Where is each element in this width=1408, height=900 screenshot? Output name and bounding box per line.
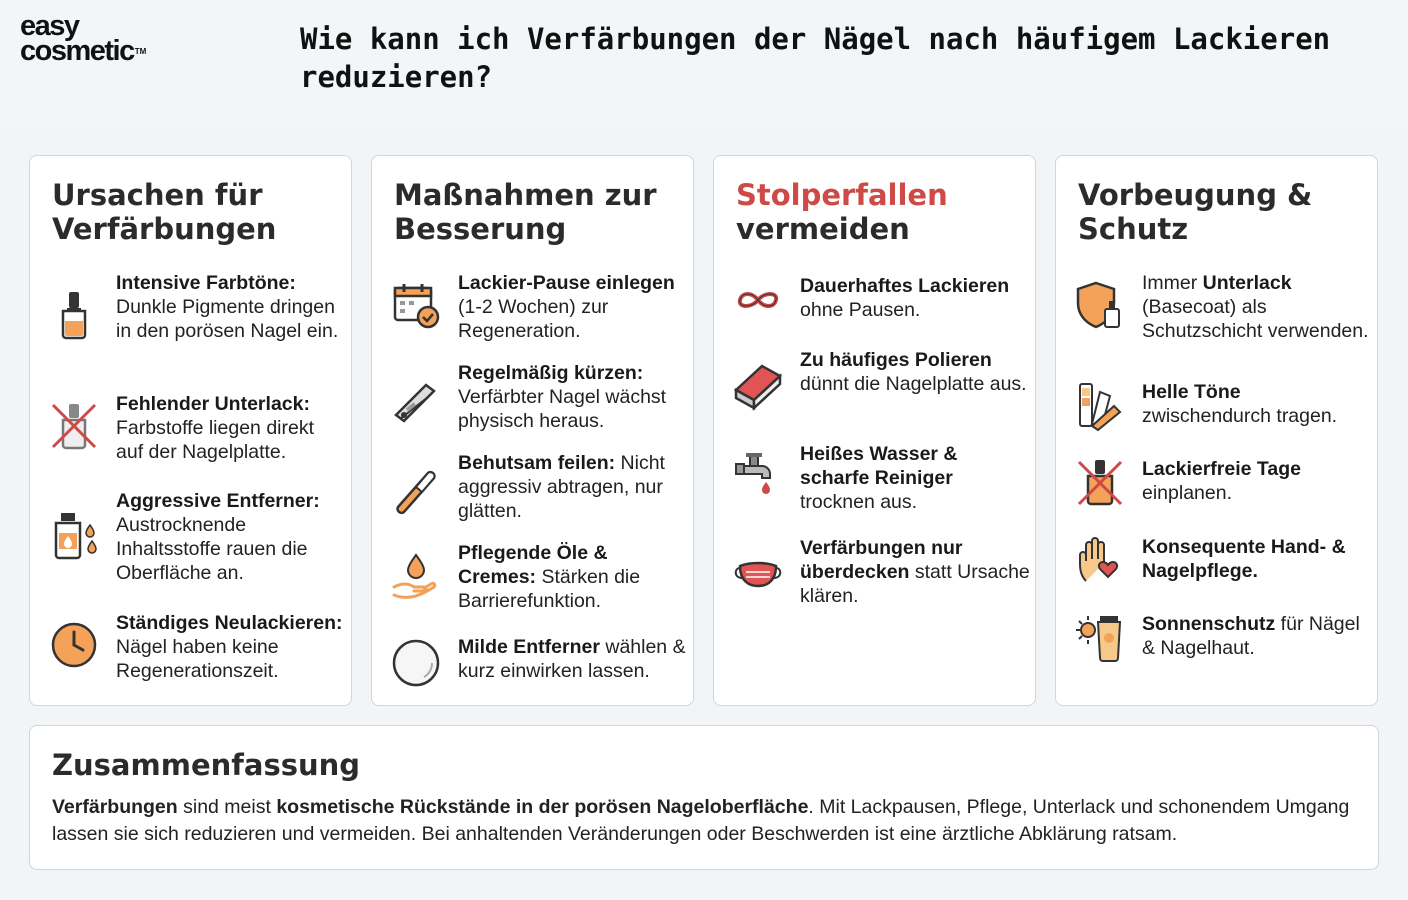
card-title bbox=[736, 178, 1026, 246]
item-desc: einplanen. bbox=[1142, 482, 1232, 504]
color-swatch-icon bbox=[1074, 380, 1126, 432]
item-desc: (Basecoat) als Schutzschicht verwenden. bbox=[1142, 296, 1369, 342]
item-text bbox=[1142, 535, 1372, 583]
card-title: Maßnahmen zur Besserung bbox=[394, 178, 657, 246]
item-bold: Zu häufiges Polieren bbox=[800, 349, 992, 371]
nail-file-icon bbox=[390, 463, 442, 515]
crossed-polish-icon bbox=[48, 400, 100, 452]
item-desc: Austrocknende Inhaltsstoffe rauen die Oberfläche an. bbox=[116, 514, 308, 584]
item-desc: Verfärbter Nagel wächst physisch heraus. bbox=[458, 386, 667, 432]
logo-line-2 bbox=[20, 35, 147, 67]
sun-cream-icon bbox=[1074, 612, 1126, 664]
item-text bbox=[1142, 380, 1372, 428]
oil-drop-hand-icon bbox=[390, 551, 442, 603]
item-bold: Milde Entferner bbox=[458, 636, 600, 658]
item-desc: für Nägel & Nagelhaut. bbox=[1142, 613, 1360, 659]
card-title-highlight: Stolperfallen bbox=[736, 178, 948, 212]
item-bold: Behutsam feilen: bbox=[458, 452, 616, 474]
item-text bbox=[800, 536, 1030, 608]
nail-clipper-icon bbox=[390, 375, 442, 427]
item-bold: Fehlender Unterlack: bbox=[116, 393, 310, 415]
hand-heart-icon bbox=[1074, 535, 1126, 587]
shield-polish-icon bbox=[1074, 279, 1126, 331]
summary-text bbox=[52, 794, 1352, 848]
card-prevention bbox=[1055, 155, 1378, 706]
item-desc: ohne Pausen. bbox=[800, 299, 921, 321]
item-bold: Regelmäßig kürzen: bbox=[458, 362, 644, 384]
item-bold: Heißes Wasser & scharfe Reiniger bbox=[800, 443, 958, 489]
logo bbox=[20, 10, 147, 67]
item-desc: wählen & kurz einwirken lassen. bbox=[458, 636, 686, 682]
item-desc: Dunkle Pigmente dringen in den porösen Nagel ein. bbox=[116, 296, 339, 342]
item-desc: dünnt die Nagelplatte aus. bbox=[800, 373, 1027, 395]
item-desc: trocknen aus. bbox=[800, 491, 918, 513]
item-bold: Helle Töne bbox=[1142, 381, 1241, 403]
summary-text-2: . Mit Lackpausen, Pflege, Unterlack und schonendem Umgang lassen sie sich reduzieren und vermeiden. Bei anhaltenden Veränderungen oder Beschwerden ist eine ärztliche Abklärung ratsam. bbox=[52, 796, 1350, 845]
item-text bbox=[458, 361, 688, 433]
item-bold: Verfärbungen nur überdecken bbox=[800, 537, 963, 583]
cotton-pad-icon bbox=[390, 637, 442, 689]
item-text bbox=[458, 451, 688, 523]
item-text bbox=[1142, 612, 1372, 660]
item-bold: Lackierfreie Tage bbox=[1142, 458, 1301, 480]
item-text bbox=[116, 489, 346, 585]
item-text bbox=[1142, 457, 1372, 505]
item-text bbox=[458, 635, 688, 683]
item-text bbox=[800, 442, 1030, 514]
logo-trademark: TM bbox=[134, 47, 147, 56]
hot-water-tap-icon bbox=[732, 448, 784, 500]
calendar-check-icon bbox=[390, 279, 442, 331]
item-desc: statt Ursache klären. bbox=[800, 561, 1030, 607]
page-title: Wie kann ich Verfärbungen der Nägel nach häufigem Lackieren reduzieren? bbox=[300, 22, 1331, 94]
item-bold: Intensive Farbtöne: bbox=[116, 272, 296, 294]
buffer-block-icon bbox=[732, 360, 784, 412]
card-improvement bbox=[371, 155, 694, 706]
item-desc: Farbstoffe liegen direkt auf der Nagelplatte. bbox=[116, 417, 314, 463]
card-causes bbox=[29, 155, 352, 706]
clock-icon bbox=[48, 619, 100, 671]
face-mask-icon bbox=[732, 548, 784, 600]
nail-polish-bottle-icon bbox=[48, 289, 100, 341]
infinity-icon bbox=[732, 274, 784, 326]
summary-card bbox=[29, 725, 1379, 870]
card-pitfalls bbox=[713, 155, 1036, 706]
card-title: Ursachen für Verfärbungen bbox=[52, 178, 277, 246]
item-bold: Ständiges Neulackieren: bbox=[116, 612, 343, 634]
item-text bbox=[800, 348, 1030, 396]
item-desc: Stärken die Barrierefunktion. bbox=[458, 566, 641, 612]
item-desc: (1-2 Wochen) zur Regeneration. bbox=[458, 296, 609, 342]
logo-line-2-text: cosmetic bbox=[20, 35, 134, 67]
item-bold: Sonnenschutz bbox=[1142, 613, 1276, 635]
item-text bbox=[116, 611, 346, 683]
remover-bottle-icon bbox=[48, 509, 100, 561]
item-bold: Pflegende Öle & Cremes: bbox=[458, 542, 608, 588]
item-bold: Lackier-Pause einlegen bbox=[458, 272, 675, 294]
item-prefix: Immer bbox=[1142, 272, 1203, 294]
item-bold: Aggressive Entferner: bbox=[116, 490, 320, 512]
item-text bbox=[116, 271, 346, 343]
item-desc: zwischendurch tragen. bbox=[1142, 405, 1338, 427]
item-text bbox=[1142, 271, 1372, 343]
summary-bold-1: Verfärbungen bbox=[52, 796, 178, 818]
item-text bbox=[458, 271, 688, 343]
logo-line-1: easy bbox=[20, 10, 79, 42]
summary-title: Zusammenfassung bbox=[52, 748, 361, 782]
item-desc: Nägel haben keine Regenerationszeit. bbox=[116, 636, 279, 682]
item-text bbox=[800, 274, 1030, 322]
card-title-rest: vermeiden bbox=[736, 212, 910, 246]
crossed-polish-icon bbox=[1074, 457, 1126, 509]
item-text bbox=[116, 392, 346, 464]
item-desc: Nicht aggressiv abtragen, nur glätten. bbox=[458, 452, 665, 522]
item-bold: Dauerhaftes Lackieren bbox=[800, 275, 1010, 297]
summary-bold-2: kosmetische Rückstände in der porösen Nageloberfläche bbox=[276, 796, 809, 818]
summary-text-1: sind meist bbox=[177, 796, 277, 818]
card-title: Vorbeugung & Schutz bbox=[1078, 178, 1313, 246]
item-bold: Konsequente Hand- & Nagelpflege. bbox=[1142, 536, 1346, 582]
item-text bbox=[458, 541, 688, 613]
item-bold: Unterlack bbox=[1202, 272, 1292, 294]
